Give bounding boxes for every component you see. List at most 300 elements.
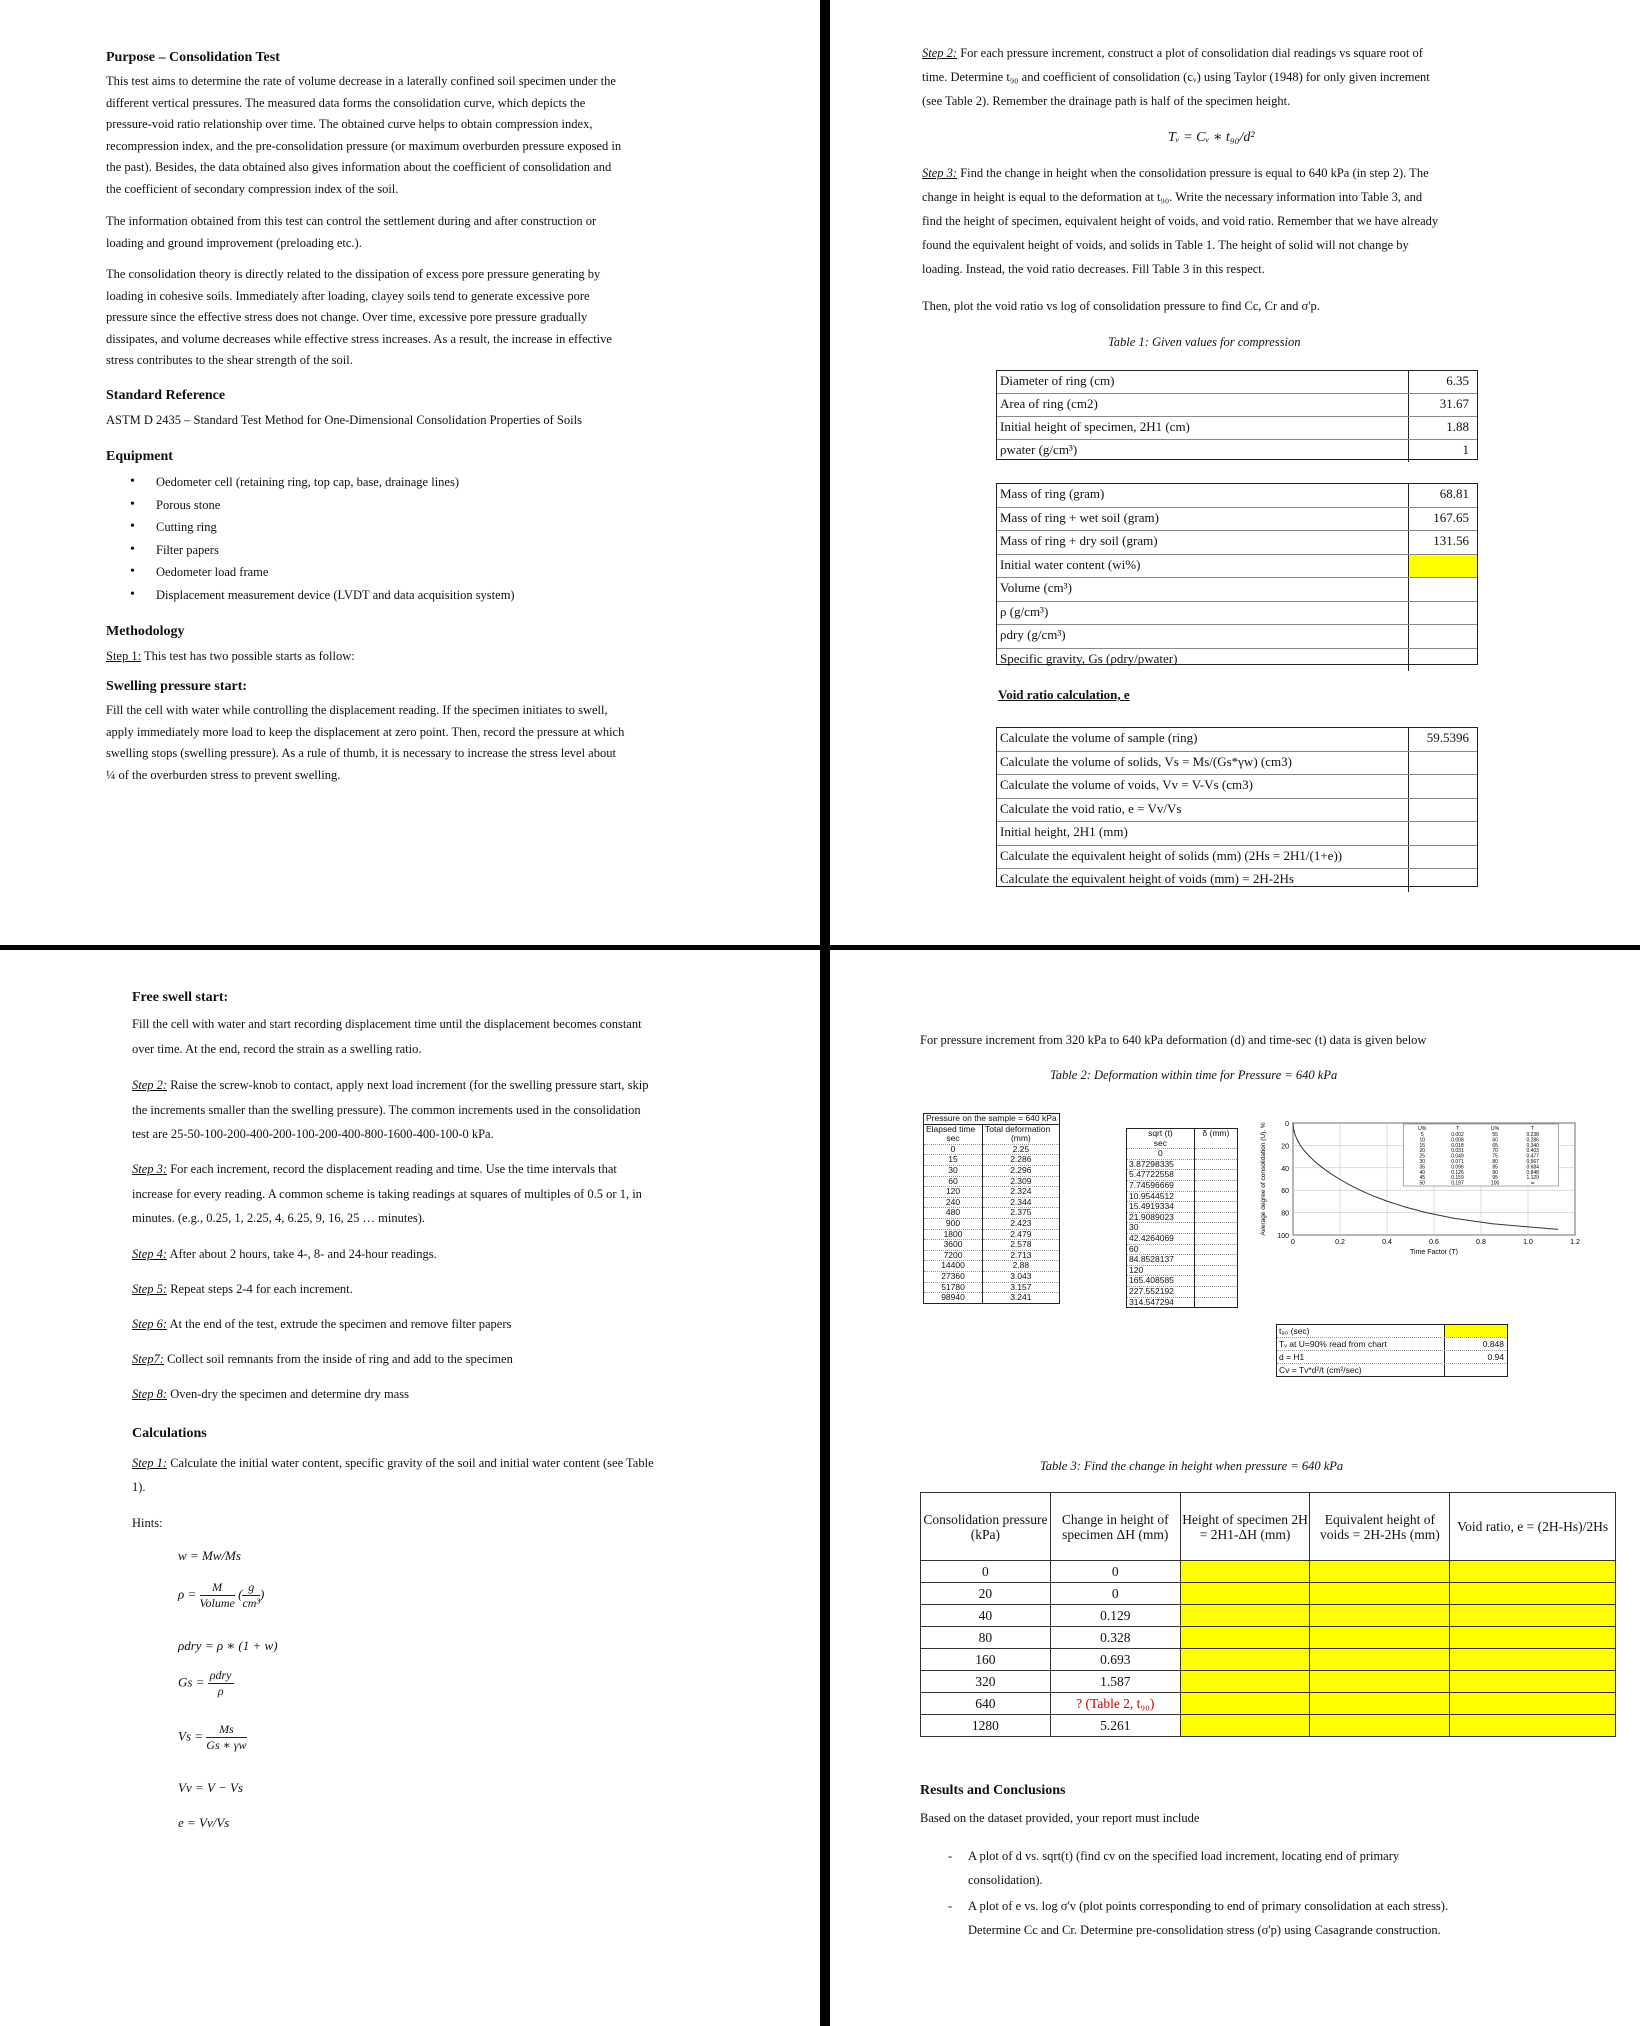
table2-caption: Table 2: Deformation within time for Pressure = 640 kPa bbox=[1050, 1068, 1338, 1082]
inset-cell: 65 bbox=[1492, 1142, 1498, 1149]
delta-cell bbox=[1194, 1297, 1237, 1307]
deformation-cell: 2.286 bbox=[983, 1155, 1059, 1166]
inset-cell: 0.286 bbox=[1526, 1137, 1539, 1144]
delta-cell bbox=[1194, 1212, 1237, 1223]
cv-result-label: Cv = Tv*d²/t (cm²/sec) bbox=[1277, 1364, 1445, 1376]
inset-cell: 35 bbox=[1419, 1164, 1426, 1171]
table1-label: Mass of ring (gram) bbox=[997, 484, 1409, 507]
answer-cell[interactable] bbox=[1450, 1561, 1616, 1583]
table2-row bbox=[1127, 1149, 1237, 1160]
step1-line bbox=[106, 648, 355, 664]
inset-cell: 40 bbox=[1419, 1169, 1426, 1176]
table1-row bbox=[997, 440, 1477, 462]
table2-row bbox=[924, 1155, 1059, 1166]
elapsed-time-cell: 14400 bbox=[924, 1261, 983, 1272]
void-ratio-heading: Void ratio calculation, e bbox=[998, 687, 1130, 702]
inset-cell: 80 bbox=[1492, 1159, 1498, 1165]
elapsed-time-cell: 7200 bbox=[924, 1250, 983, 1261]
table1-value: 68.81 bbox=[1439, 486, 1469, 501]
inset-cell: 55 bbox=[1492, 1132, 1498, 1138]
paragraph-line: loading in cohesive soils. Immediately after loading, clayey soils tend to generate excessive pore bbox=[106, 288, 590, 303]
table3-header: Change in height of specimen ΔH (mm) bbox=[1050, 1493, 1180, 1561]
table2-unit: sec bbox=[924, 1134, 983, 1144]
delta-h-cell: 0 bbox=[1050, 1583, 1180, 1605]
table1-value: 1 bbox=[1462, 442, 1469, 457]
step-label: Step 4: bbox=[132, 1247, 168, 1261]
table1-label: Calculate the void ratio, e = Vv/Vs bbox=[997, 799, 1409, 822]
table1-label: ρ (g/cm³) bbox=[997, 602, 1409, 625]
elapsed-time-cell: 60 bbox=[924, 1176, 983, 1187]
table2-row bbox=[924, 1144, 1059, 1155]
answer-cell[interactable] bbox=[1450, 1649, 1616, 1671]
delta-cell bbox=[1194, 1202, 1237, 1213]
inset-cell: 1.129 bbox=[1526, 1175, 1539, 1182]
table1-value: 1.88 bbox=[1446, 419, 1469, 434]
formula-lhs: Gs = bbox=[178, 1674, 205, 1690]
answer-cell[interactable] bbox=[1310, 1649, 1450, 1671]
delta-cell bbox=[1194, 1233, 1237, 1244]
step-text: At the end of the test, extrude the specimen and remove filter papers bbox=[167, 1317, 512, 1331]
table1-row bbox=[997, 371, 1477, 394]
x-tick-label: 0.8 bbox=[1476, 1239, 1486, 1246]
pressure-cell: 160 bbox=[921, 1649, 1051, 1671]
pressure-cell: 640 bbox=[921, 1693, 1051, 1715]
step-text: Collect soil remnants from the inside of ring and add to the specimen bbox=[163, 1352, 513, 1366]
numerator: g bbox=[242, 1580, 260, 1596]
y-tick-label: 80 bbox=[1281, 1210, 1289, 1218]
table1-value: 131.56 bbox=[1433, 533, 1469, 548]
table3-header: Height of specimen 2H = 2H1-ΔH (mm) bbox=[1180, 1493, 1310, 1561]
sqrt-time-cell: 227.552192 bbox=[1127, 1286, 1194, 1297]
table1-value: 167.65 bbox=[1433, 509, 1469, 525]
table1-value: 59.5396 bbox=[1426, 730, 1469, 745]
inset-cell: 90 bbox=[1492, 1169, 1498, 1176]
table1-row bbox=[997, 394, 1477, 417]
table2-row bbox=[924, 1187, 1059, 1198]
table2-row bbox=[1127, 1286, 1237, 1297]
calculations-heading: Calculations bbox=[132, 1426, 207, 1441]
table1-label: Diameter of ring (cm) bbox=[997, 371, 1409, 393]
inset-cell: 0.002 bbox=[1451, 1132, 1464, 1138]
table1-caption: Table 1: Given values for compression bbox=[1108, 335, 1301, 349]
answer-cell[interactable] bbox=[1180, 1671, 1310, 1693]
deformation-cell: 2.423 bbox=[983, 1218, 1059, 1229]
inset-cell: 0.031 bbox=[1451, 1148, 1464, 1155]
pressure-cell: 40 bbox=[921, 1605, 1051, 1627]
pressure-cell: 1280 bbox=[921, 1715, 1051, 1737]
elapsed-time-cell: 900 bbox=[924, 1218, 983, 1229]
table2-row bbox=[924, 1240, 1059, 1251]
answer-cell[interactable] bbox=[1180, 1583, 1310, 1605]
table1-label: ρwater (g/cm³) bbox=[997, 440, 1409, 462]
formula-lhs: Vs = bbox=[178, 1728, 204, 1744]
equipment-item: • Cutting ring bbox=[108, 519, 808, 542]
inset-cell: 0.096 bbox=[1451, 1164, 1464, 1171]
inset-cell: 0.008 bbox=[1451, 1137, 1464, 1144]
formula-fraction bbox=[206, 1722, 246, 1753]
x-tick-label: 1.2 bbox=[1570, 1239, 1580, 1246]
answer-cell[interactable] bbox=[1180, 1693, 1310, 1715]
step-text: Repeat steps 2-4 for each increment. bbox=[167, 1282, 353, 1296]
table2-unit: sec bbox=[1127, 1139, 1194, 1149]
table2-row bbox=[924, 1282, 1059, 1293]
inset-cell: 85 bbox=[1492, 1164, 1498, 1171]
table1-row bbox=[997, 752, 1477, 776]
answer-cell[interactable] bbox=[1450, 1693, 1616, 1715]
formula-specific-gravity bbox=[178, 1668, 234, 1699]
results-item-line: A plot of e vs. log σ'v (plot points corresponding to end of primary consolidation at each stress). bbox=[968, 1899, 1449, 1913]
table2-header: Total deformation bbox=[983, 1124, 1059, 1134]
sqrt-time-cell: 0 bbox=[1127, 1149, 1194, 1160]
inset-cell: 0.848 bbox=[1526, 1169, 1539, 1176]
answer-cell[interactable] bbox=[1450, 1583, 1616, 1605]
step-label: Step 8: bbox=[132, 1387, 168, 1401]
inset-cell: 30 bbox=[1419, 1159, 1426, 1165]
p2-step3-line4: found the equivalent height of voids, and solids in Table 1. The height of solid will not change by bbox=[922, 238, 1409, 252]
delta-cell bbox=[1194, 1276, 1237, 1287]
pressure-cell: 320 bbox=[921, 1671, 1051, 1693]
table3-row bbox=[921, 1671, 1616, 1693]
table1-value bbox=[1409, 869, 1477, 892]
table1-label: Calculate the equivalent height of voids (mm) = 2H-2Hs bbox=[997, 869, 1409, 892]
table1-row bbox=[997, 728, 1477, 752]
deformation-cell: 3.157 bbox=[983, 1282, 1059, 1293]
sqrt-time-cell: 3.87298335 bbox=[1127, 1159, 1194, 1170]
step-text: This test has two possible starts as follow: bbox=[141, 649, 355, 663]
inset-header: T bbox=[1531, 1126, 1535, 1132]
paragraph-line: dissipates, and volume decreases while effective stress increases. As a result, the increase in effective bbox=[106, 331, 612, 346]
p3-step5 bbox=[132, 1281, 353, 1297]
table1-group-ring bbox=[996, 370, 1478, 460]
step-label: Step 2: bbox=[922, 46, 958, 60]
p2-step2-line3: (see Table 2). Remember the drainage path is half of the specimen height. bbox=[922, 94, 1291, 108]
paragraph-line: Fill the cell with water while controlling the displacement reading. If the specimen initiates to swell, bbox=[106, 703, 608, 717]
table1-row bbox=[997, 625, 1477, 649]
table2-row bbox=[1127, 1297, 1237, 1307]
table2-row bbox=[924, 1208, 1059, 1219]
numerator: Ms bbox=[206, 1722, 246, 1738]
sqrt-time-cell: 42.4264069 bbox=[1127, 1233, 1194, 1244]
delta-cell bbox=[1194, 1244, 1237, 1255]
delta-cell bbox=[1194, 1180, 1237, 1191]
inset-cell: 45 bbox=[1419, 1175, 1426, 1182]
table2-unit bbox=[1194, 1139, 1237, 1149]
answer-cell[interactable] bbox=[1180, 1605, 1310, 1627]
step-text: Calculate the initial water content, specific gravity of the soil and initial water content (see Table bbox=[167, 1456, 654, 1470]
table3-header: Consolidation pressure (kPa) bbox=[921, 1493, 1051, 1561]
sqrt-time-cell: 15.4919334 bbox=[1127, 1202, 1194, 1213]
inset-cell: 0.477 bbox=[1526, 1153, 1539, 1160]
step-label: Step 5: bbox=[132, 1282, 168, 1296]
p2-step3-line5: loading. Instead, the void ratio decreases. Fill Table 3 in this respect. bbox=[922, 262, 1265, 276]
free-swell-heading: Free swell start: bbox=[132, 990, 229, 1005]
table2-row bbox=[1127, 1180, 1237, 1191]
table2-row bbox=[1127, 1223, 1237, 1234]
answer-cell[interactable] bbox=[1310, 1561, 1450, 1583]
equipment-list bbox=[108, 474, 808, 609]
table1-row bbox=[997, 846, 1477, 870]
step-label: Step7: bbox=[132, 1352, 164, 1366]
delta-h-cell: ? (Table 2, t₉₀) bbox=[1050, 1693, 1180, 1715]
step-label: Step 2: bbox=[132, 1078, 168, 1092]
table3-row bbox=[921, 1649, 1616, 1671]
deformation-cell: 2.578 bbox=[983, 1240, 1059, 1251]
table1-row bbox=[997, 799, 1477, 823]
answer-cell[interactable] bbox=[1310, 1627, 1450, 1649]
delta-h-cell: 5.261 bbox=[1050, 1715, 1180, 1737]
deformation-cell: 2.713 bbox=[983, 1250, 1059, 1261]
table1-label: Calculate the equivalent height of solids (mm) (2Hs = 2H1/(1+e)) bbox=[997, 846, 1409, 869]
equipment-heading: Equipment bbox=[106, 449, 173, 464]
inset-cell: ∞ bbox=[1530, 1180, 1535, 1187]
table2-row bbox=[1127, 1233, 1237, 1244]
sqrt-time-cell: 84.8528137 bbox=[1127, 1255, 1194, 1266]
sqrt-time-cell: 30 bbox=[1127, 1223, 1194, 1234]
answer-cell[interactable] bbox=[1450, 1605, 1616, 1627]
table2-row bbox=[924, 1197, 1059, 1208]
paragraph-line: different vertical pressures. The measured data forms the consolidation curve, which depicts the bbox=[106, 95, 586, 110]
paragraph-line: apply immediately more load to keep the displacement at zero point. Then, record the pressure at which bbox=[106, 724, 625, 739]
table1-value: 6.35 bbox=[1446, 373, 1469, 388]
inset-cell: 50 bbox=[1419, 1180, 1426, 1187]
table1-value bbox=[1409, 822, 1477, 845]
paragraph-line: recompression index, and the pre-consolidation pressure (or maximum overburden pressure exposed in bbox=[106, 138, 622, 153]
step-text: Raise the screw-knob to contact, apply next load increment (for the swelling pressure start, skip bbox=[167, 1078, 649, 1092]
pressure-cell: 0 bbox=[921, 1561, 1051, 1583]
inset-cell: 0.049 bbox=[1451, 1153, 1464, 1160]
equipment-item: • Displacement measurement device (LVDT and data acquisition system) bbox=[108, 587, 808, 610]
table1-label: Area of ring (cm2) bbox=[997, 394, 1409, 416]
step-label: Step 1: bbox=[106, 649, 142, 663]
inset-cell: 0.071 bbox=[1451, 1159, 1464, 1165]
table1-row bbox=[997, 649, 1477, 672]
table3-header: Void ratio, e = (2H-Hs)/2Hs bbox=[1450, 1493, 1616, 1561]
delta-h-cell: 0.129 bbox=[1050, 1605, 1180, 1627]
answer-cell[interactable] bbox=[1450, 1671, 1616, 1693]
equipment-item: • Oedometer load frame bbox=[108, 564, 808, 587]
deformation-cell: 2.479 bbox=[983, 1229, 1059, 1240]
inset-cell: 0.018 bbox=[1451, 1142, 1464, 1149]
standard-text: ASTM D 2435 – Standard Test Method for One-Dimensional Consolidation Properties of Soils bbox=[106, 413, 582, 427]
paragraph-line: swelling stops (swelling pressure). As a rule of thumb, it is necessary to increase the stress level about bbox=[106, 746, 616, 760]
step-text: Oven-dry the specimen and determine dry mass bbox=[167, 1387, 409, 1401]
answer-cell[interactable] bbox=[1180, 1561, 1310, 1583]
inset-cell: 0.403 bbox=[1526, 1148, 1539, 1155]
delta-h-cell: 0 bbox=[1050, 1561, 1180, 1583]
table1-label: Calculate the volume of solids, Vs = Ms/(Gs*γw) (cm3) bbox=[997, 752, 1409, 775]
inset-cell: 15 bbox=[1419, 1142, 1426, 1149]
table2-header: δ (mm) bbox=[1202, 1128, 1230, 1138]
delta-cell bbox=[1194, 1265, 1237, 1276]
p3-step4 bbox=[132, 1246, 437, 1262]
table2-row bbox=[924, 1165, 1059, 1176]
deformation-cell: 2.25 bbox=[983, 1144, 1059, 1155]
table1-label: Calculate the volume of sample (ring) bbox=[997, 728, 1409, 751]
p2-step3-line2: change in height is equal to the deformation at t₉₀. Write the necessary information into Table 3, and bbox=[922, 190, 1423, 204]
table1-value bbox=[1409, 602, 1477, 625]
cv-result-value: 0.848 bbox=[1482, 1339, 1504, 1349]
inset-cell: 70 bbox=[1492, 1148, 1498, 1155]
x-tick-label: 1.0 bbox=[1523, 1239, 1533, 1246]
step-text: After about 2 hours, take 4-, 8- and 24-hour readings. bbox=[167, 1247, 437, 1261]
table2-row bbox=[1127, 1159, 1237, 1170]
elapsed-time-cell: 240 bbox=[924, 1197, 983, 1208]
elapsed-time-cell: 1800 bbox=[924, 1229, 983, 1240]
step-label: Step 6: bbox=[132, 1317, 168, 1331]
numerator: M bbox=[200, 1580, 235, 1596]
delta-cell bbox=[1194, 1149, 1237, 1160]
answer-cell[interactable] bbox=[1310, 1693, 1450, 1715]
inset-cell: 0.197 bbox=[1451, 1180, 1464, 1187]
table1-value bbox=[1409, 578, 1477, 601]
delta-cell bbox=[1194, 1255, 1237, 1266]
paragraph-line: loading and ground improvement (preloading etc.). bbox=[106, 235, 362, 250]
answer-cell[interactable] bbox=[1310, 1671, 1450, 1693]
sqrt-time-cell: 10.9544512 bbox=[1127, 1191, 1194, 1202]
results-heading: Results and Conclusions bbox=[920, 1783, 1066, 1798]
step-label: Step 3: bbox=[922, 166, 958, 180]
table1-row bbox=[997, 602, 1477, 626]
table3-header: Equivalent height of voids = 2H-2Hs (mm) bbox=[1310, 1493, 1450, 1561]
sqrt-time-cell: 5.47722558 bbox=[1127, 1170, 1194, 1181]
table2-row bbox=[924, 1229, 1059, 1240]
table2-row bbox=[1127, 1191, 1237, 1202]
y-axis-label: Average degree of consolidation (U), % bbox=[1260, 1122, 1267, 1236]
table1-label: Initial water content (wi%) bbox=[997, 555, 1409, 578]
formula-volume-voids: Vv = V − Vs bbox=[178, 1780, 243, 1795]
p3-step3-line3: minutes. (e.g., 0.25, 1, 2.25, 4, 6.25, 9, 16, 25 … minutes). bbox=[132, 1211, 426, 1225]
then-text: Then, plot the void ratio vs log of consolidation pressure to find Cc, Cr and σ'p. bbox=[922, 299, 1320, 313]
elapsed-time-cell: 98940 bbox=[924, 1293, 983, 1303]
cv-result-label: t₉₀ (sec) bbox=[1277, 1325, 1445, 1337]
inset-header: U% bbox=[1418, 1126, 1427, 1132]
table3-height-change bbox=[920, 1492, 1616, 1737]
answer-cell[interactable] bbox=[1310, 1583, 1450, 1605]
table1-row bbox=[997, 531, 1477, 555]
table2-row bbox=[1127, 1212, 1237, 1223]
table3-row bbox=[921, 1561, 1616, 1583]
table3-row bbox=[921, 1627, 1616, 1649]
table1-value bbox=[1409, 799, 1477, 822]
results-item-line: consolidation). bbox=[968, 1873, 1043, 1887]
equipment-item: • Filter papers bbox=[108, 542, 808, 565]
results-item-line: Determine Cc and Cr. Determine pre-consolidation stress (σ'p) using Casagrande construction. bbox=[968, 1923, 1441, 1937]
table1-label: Mass of ring + dry soil (gram) bbox=[997, 531, 1409, 554]
table1-group-void bbox=[996, 727, 1478, 887]
table3-caption: Table 3: Find the change in height when pressure = 640 kPa bbox=[1040, 1459, 1344, 1473]
table3-row bbox=[921, 1605, 1616, 1627]
data-intro: For pressure increment from 320 kPa to 640 kPa deformation (d) and time-sec (t) data is given below bbox=[920, 1033, 1427, 1047]
sqrt-time-cell: 7.74596669 bbox=[1127, 1180, 1194, 1191]
deformation-cell: 2.324 bbox=[983, 1187, 1059, 1198]
inset-cell: 0.238 bbox=[1526, 1132, 1539, 1138]
formula-dry-density: ρdry = ρ ∗ (1 + w) bbox=[178, 1638, 278, 1653]
page-procedure bbox=[0, 950, 820, 2026]
deformation-cell: 2.88 bbox=[983, 1261, 1059, 1272]
list-dash: - bbox=[948, 1849, 953, 1863]
list-dash: - bbox=[948, 1899, 953, 1913]
free-swell-line1: Fill the cell with water and start recording displacement time until the displacement becomes constant bbox=[132, 1017, 642, 1031]
table1-group-mass bbox=[996, 483, 1478, 665]
numerator: ρdry bbox=[209, 1668, 232, 1682]
elapsed-time-cell: 120 bbox=[924, 1187, 983, 1198]
p3-step8 bbox=[132, 1386, 409, 1402]
inset-cell: 10 bbox=[1419, 1137, 1426, 1144]
sqrt-time-cell: 314.547294 bbox=[1127, 1297, 1194, 1307]
step-label: Step 1: bbox=[132, 1456, 168, 1470]
inset-header: T bbox=[1455, 1126, 1460, 1132]
table1-value bbox=[1409, 649, 1477, 672]
inset-cell: 95 bbox=[1492, 1175, 1498, 1182]
step-text: Find the change in height when the consolidation pressure is equal to 640 kPa (in step 2). The bbox=[957, 166, 1429, 180]
elapsed-time-cell: 27360 bbox=[924, 1271, 983, 1282]
answer-cell[interactable] bbox=[1450, 1715, 1616, 1737]
answer-cell[interactable] bbox=[1180, 1649, 1310, 1671]
table2-time-deformation bbox=[923, 1113, 1060, 1304]
cv-result-value bbox=[1445, 1364, 1507, 1376]
free-swell-line2: over time. At the end, record the strain as a swelling ratio. bbox=[132, 1042, 422, 1056]
answer-cell[interactable] bbox=[1450, 1627, 1616, 1649]
table2-header: Elapsed time bbox=[924, 1124, 983, 1134]
answer-cell[interactable] bbox=[1180, 1627, 1310, 1649]
cv-result-label: Tᵥ at U=90% read from chart bbox=[1277, 1338, 1445, 1350]
inset-cell: 0.684 bbox=[1526, 1164, 1539, 1171]
calc-step1-line2: 1). bbox=[132, 1480, 146, 1494]
p3-step2-line2: the increments smaller than the swelling pressure). The common increments used in the consolidation bbox=[132, 1103, 641, 1117]
table2-row bbox=[1127, 1255, 1237, 1266]
y-tick-label: 60 bbox=[1281, 1188, 1289, 1196]
paragraph-line: stress contributes to the shear strength of the soil. bbox=[106, 353, 353, 367]
delta-h-cell: 0.328 bbox=[1050, 1627, 1180, 1649]
table1-value bbox=[1409, 625, 1477, 648]
p3-step7 bbox=[132, 1351, 513, 1367]
answer-cell[interactable] bbox=[1180, 1715, 1310, 1737]
table1-value bbox=[1409, 555, 1477, 578]
methodology-heading: Methodology bbox=[106, 624, 185, 639]
cv-result-label: d = H1 bbox=[1277, 1351, 1445, 1363]
formula-water-content: w = Mw/Ms bbox=[178, 1548, 241, 1563]
inset-cell: 0.126 bbox=[1451, 1169, 1464, 1176]
p2-step3-line1 bbox=[922, 165, 1429, 181]
standard-heading: Standard Reference bbox=[106, 388, 226, 403]
table2-row bbox=[924, 1250, 1059, 1261]
table2-header: sqrt (t) bbox=[1127, 1129, 1194, 1139]
denominator: Volume bbox=[199, 1596, 235, 1610]
formula-void-ratio: e = Vv/Vs bbox=[178, 1815, 230, 1830]
delta-h-cell: 0.693 bbox=[1050, 1649, 1180, 1671]
table1-row bbox=[997, 555, 1477, 579]
inset-cell: 0.340 bbox=[1526, 1142, 1539, 1149]
x-tick-label: 0 bbox=[1291, 1239, 1295, 1246]
table1-row bbox=[997, 417, 1477, 440]
formula-fraction bbox=[200, 1580, 235, 1611]
y-tick-label: 100 bbox=[1277, 1233, 1289, 1240]
formula-density: ρ = $\frac{M}{\text{Volume}}$ ( $\frac{g}{\text{cm³}}$ ) bbox=[178, 1580, 265, 1610]
table2-title: Pressure on the sample = 640 kPa bbox=[926, 1113, 1057, 1123]
paragraph-line: The consolidation theory is directly related to the dissipation of excess pore pressure generating by bbox=[106, 267, 601, 281]
table1-label: Initial height of specimen, 2H1 (cm) bbox=[997, 417, 1409, 439]
sqrt-time-cell: 21.9089023 bbox=[1127, 1212, 1194, 1223]
table1-value bbox=[1409, 752, 1477, 775]
p3-step3-line2: increase for every reading. A common scheme is taking readings at squares of multiples of 0.5 or 1, in bbox=[132, 1187, 642, 1201]
cv-result-value: 0.94 bbox=[1487, 1352, 1504, 1362]
deformation-cell: 3.241 bbox=[983, 1293, 1059, 1303]
paragraph-line: pressure since the effective stress does not change. Over time, excessive pore pressure gradually bbox=[106, 310, 588, 324]
calc-step1-line1 bbox=[132, 1455, 654, 1471]
answer-cell[interactable] bbox=[1310, 1715, 1450, 1737]
answer-cell[interactable] bbox=[1310, 1605, 1450, 1627]
table1-row bbox=[997, 484, 1477, 508]
